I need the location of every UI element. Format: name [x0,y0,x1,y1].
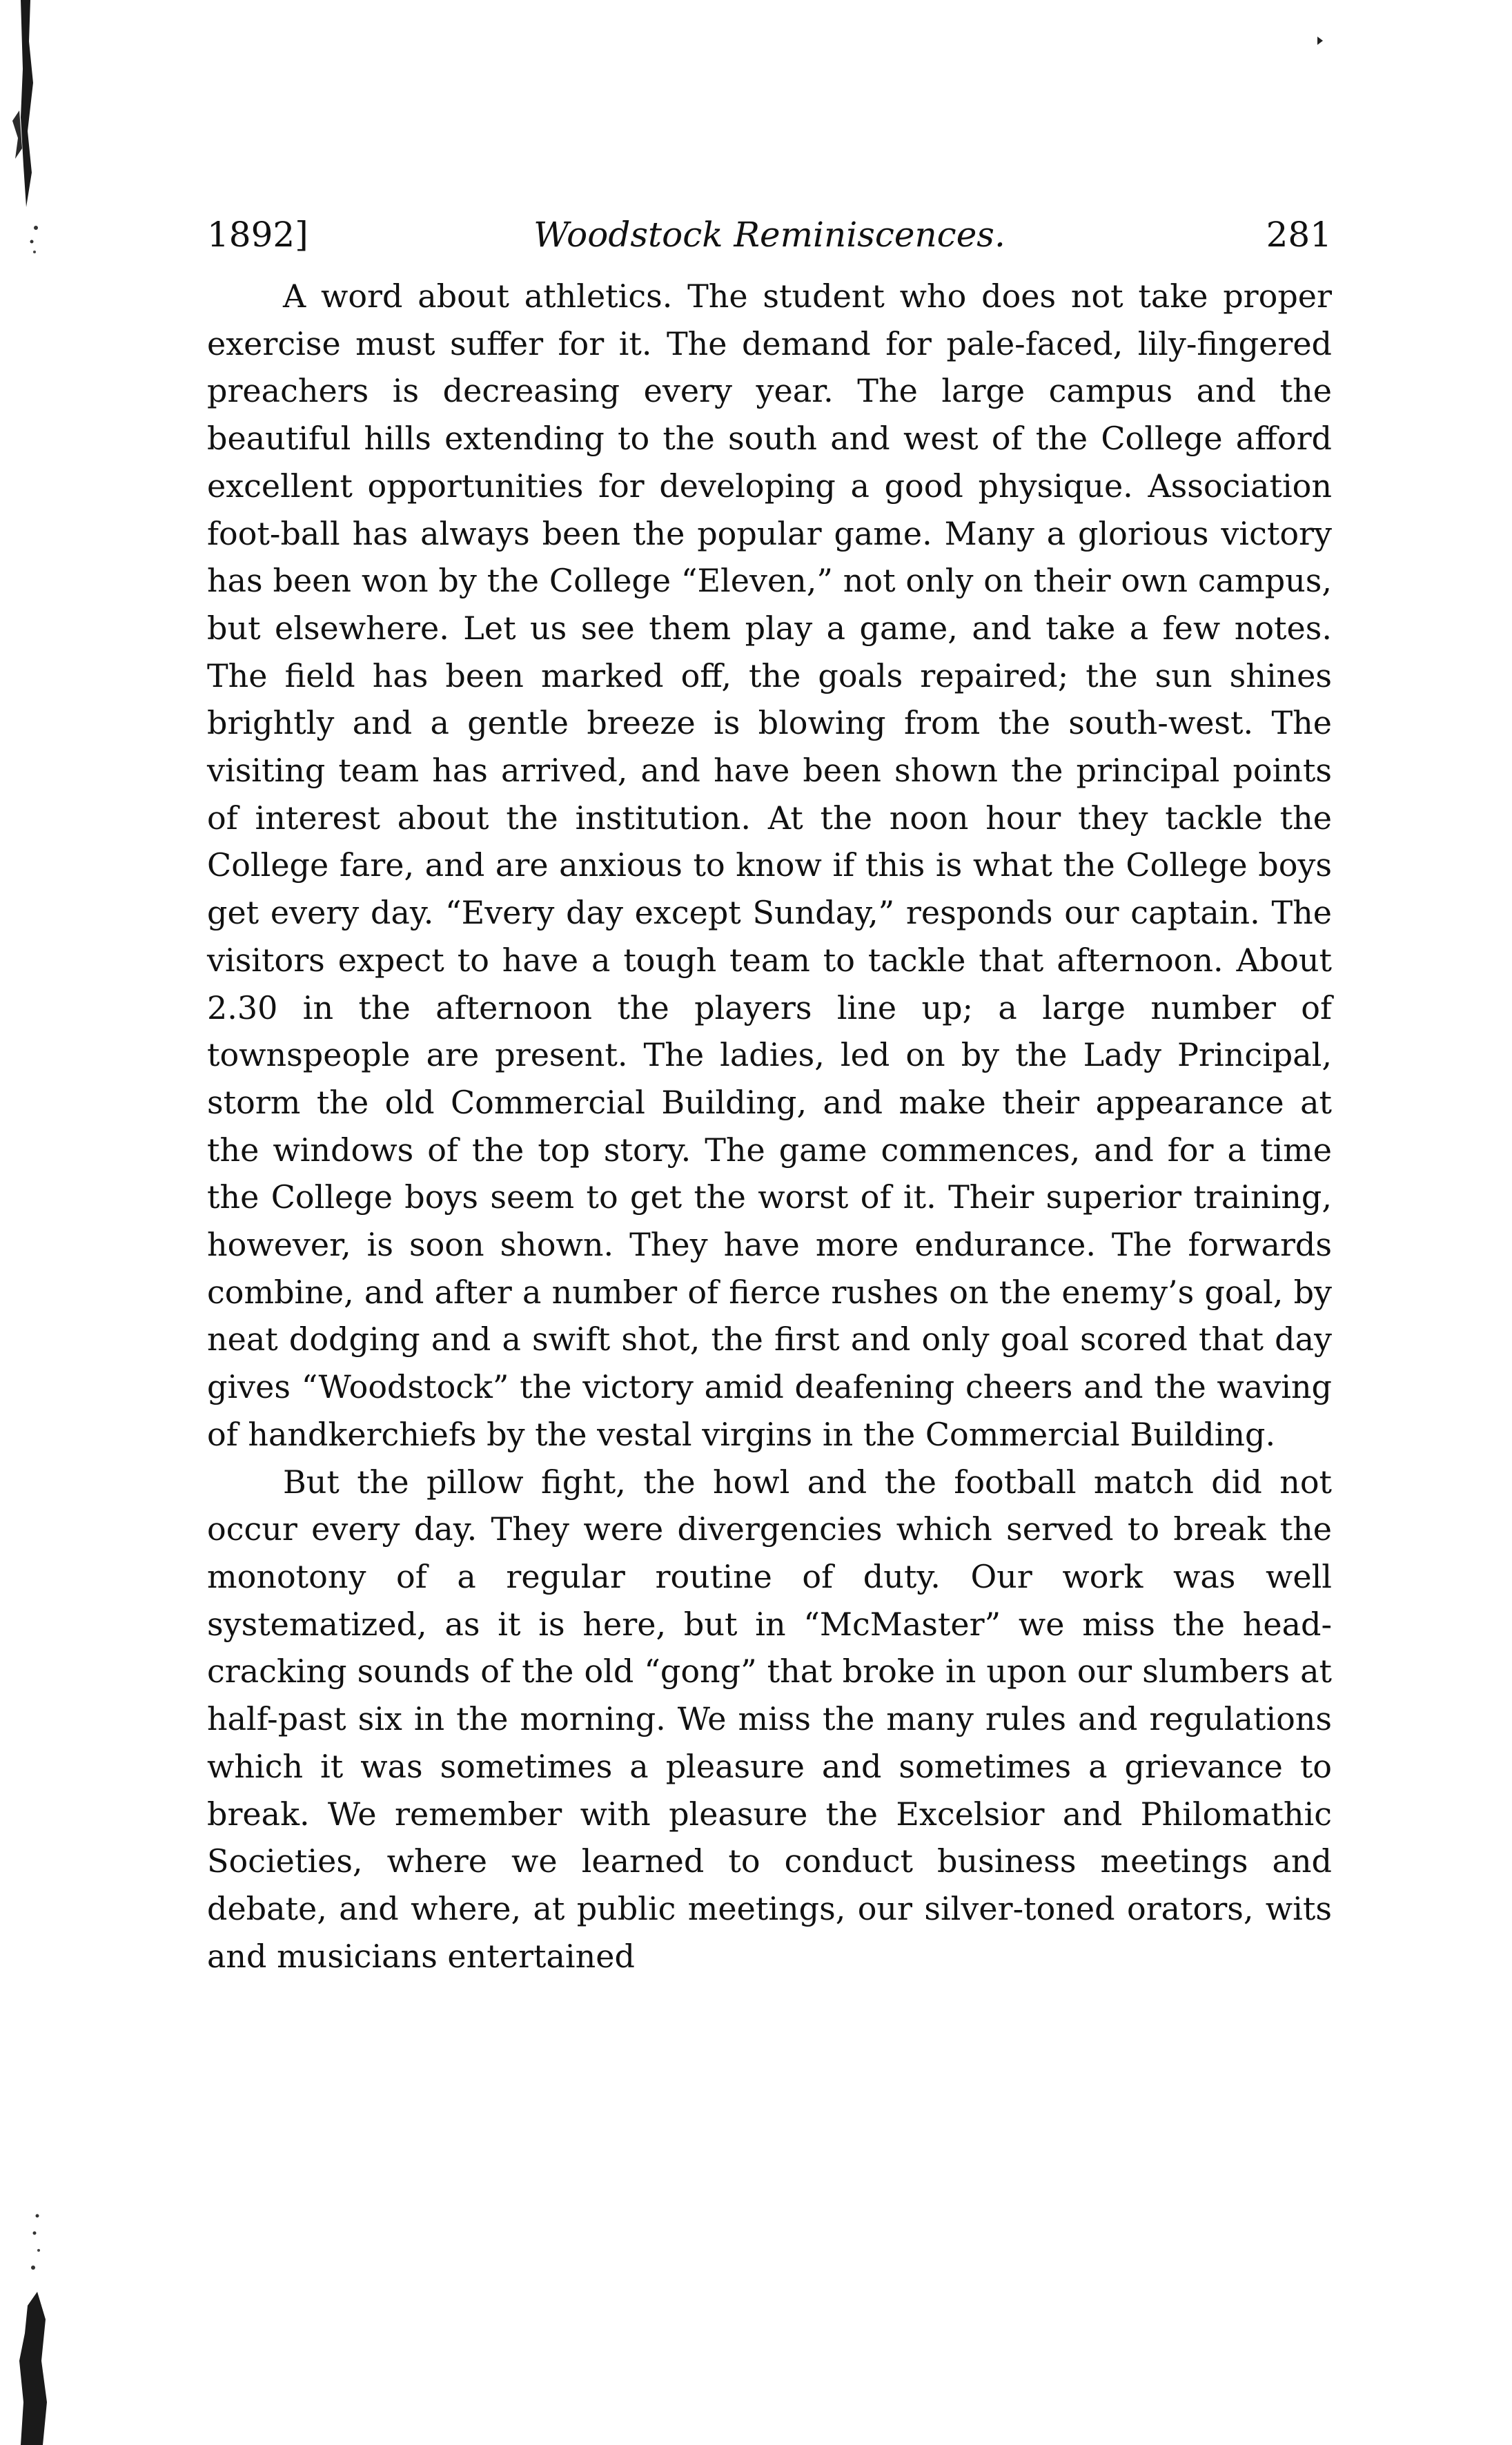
page-number: 281 [1266,215,1332,255]
book-page [207,204,1332,2240]
body-text [207,273,1332,1980]
running-head-year: 1892] [207,215,308,255]
running-head-title: Woodstock Reminiscences. [533,215,1005,255]
scan-speck [1317,36,1324,46]
scan-edge-mark-top [0,0,83,262]
scan-edge-mark-bottom [0,2202,83,2445]
running-head [207,204,1332,266]
paragraph-routine: But the pillow fight, the howl and the football match did not occur every day. They were divergencies which served to break the monotony of a regular routine of duty. Our work was well systematized, as it is here, but in “McMaster” we miss the head-cracking sounds of the old “gong” that broke in upon our slumbers at half-past six in the morning. We miss the many rules and regulations which it was sometimes a pleasure and sometimes a grievance to break. We remember with pleasure the Excelsior and Philomathic Societies, where we learned to conduct business meetings and debate, and where, at public meetings, our silver-toned orators, wits and musicians entertained [207,1463,1332,1975]
paragraph-athletics: A word about athletics. The student who does not take proper exercise must suffer for it. The demand for pale-faced, lily-fingered preachers is decreasing every year. The large campus and the beautiful hills extending to the south and west of the College afford excellent opportunities for developing a good physique. Association foot-ball has always been the popular game. Many a glorious victory has been won by the College “Eleven,” not only on their own campus, but elsewhere. Let us see them play a game, and take a few notes. The field has been marked off, the goals repaired; the sun shines brightly and a gentle breeze is blowing from the south-west. The visiting team has arrived, and have been shown the principal points of interest about the institution. At the noon hour they tackle the College fare, and are anxious to know if this is what the College boys get every day. “Every day except Sunday,” responds our captain. The visitors expect to have a tough team to tackle that afternoon. About 2.30 in the afternoon the players line up; a large number of townspeople are present. The ladies, led on by the Lady Principal, storm the old Commercial Building, and make their appearance at the windows of the top story. The game commences, and for a time the College boys seem to get the worst of it. Their superior training, however, is soon shown. They have more endurance. The forwards combine, and after a number of fierce rushes on the enemy’s goal, by neat dodging and a swift shot, the first and only goal scored that day gives “Woodstock” the victory amid deafening cheers and the waving of handkerchiefs by the vestal virgins in the Commercial Building. [207,277,1332,1453]
